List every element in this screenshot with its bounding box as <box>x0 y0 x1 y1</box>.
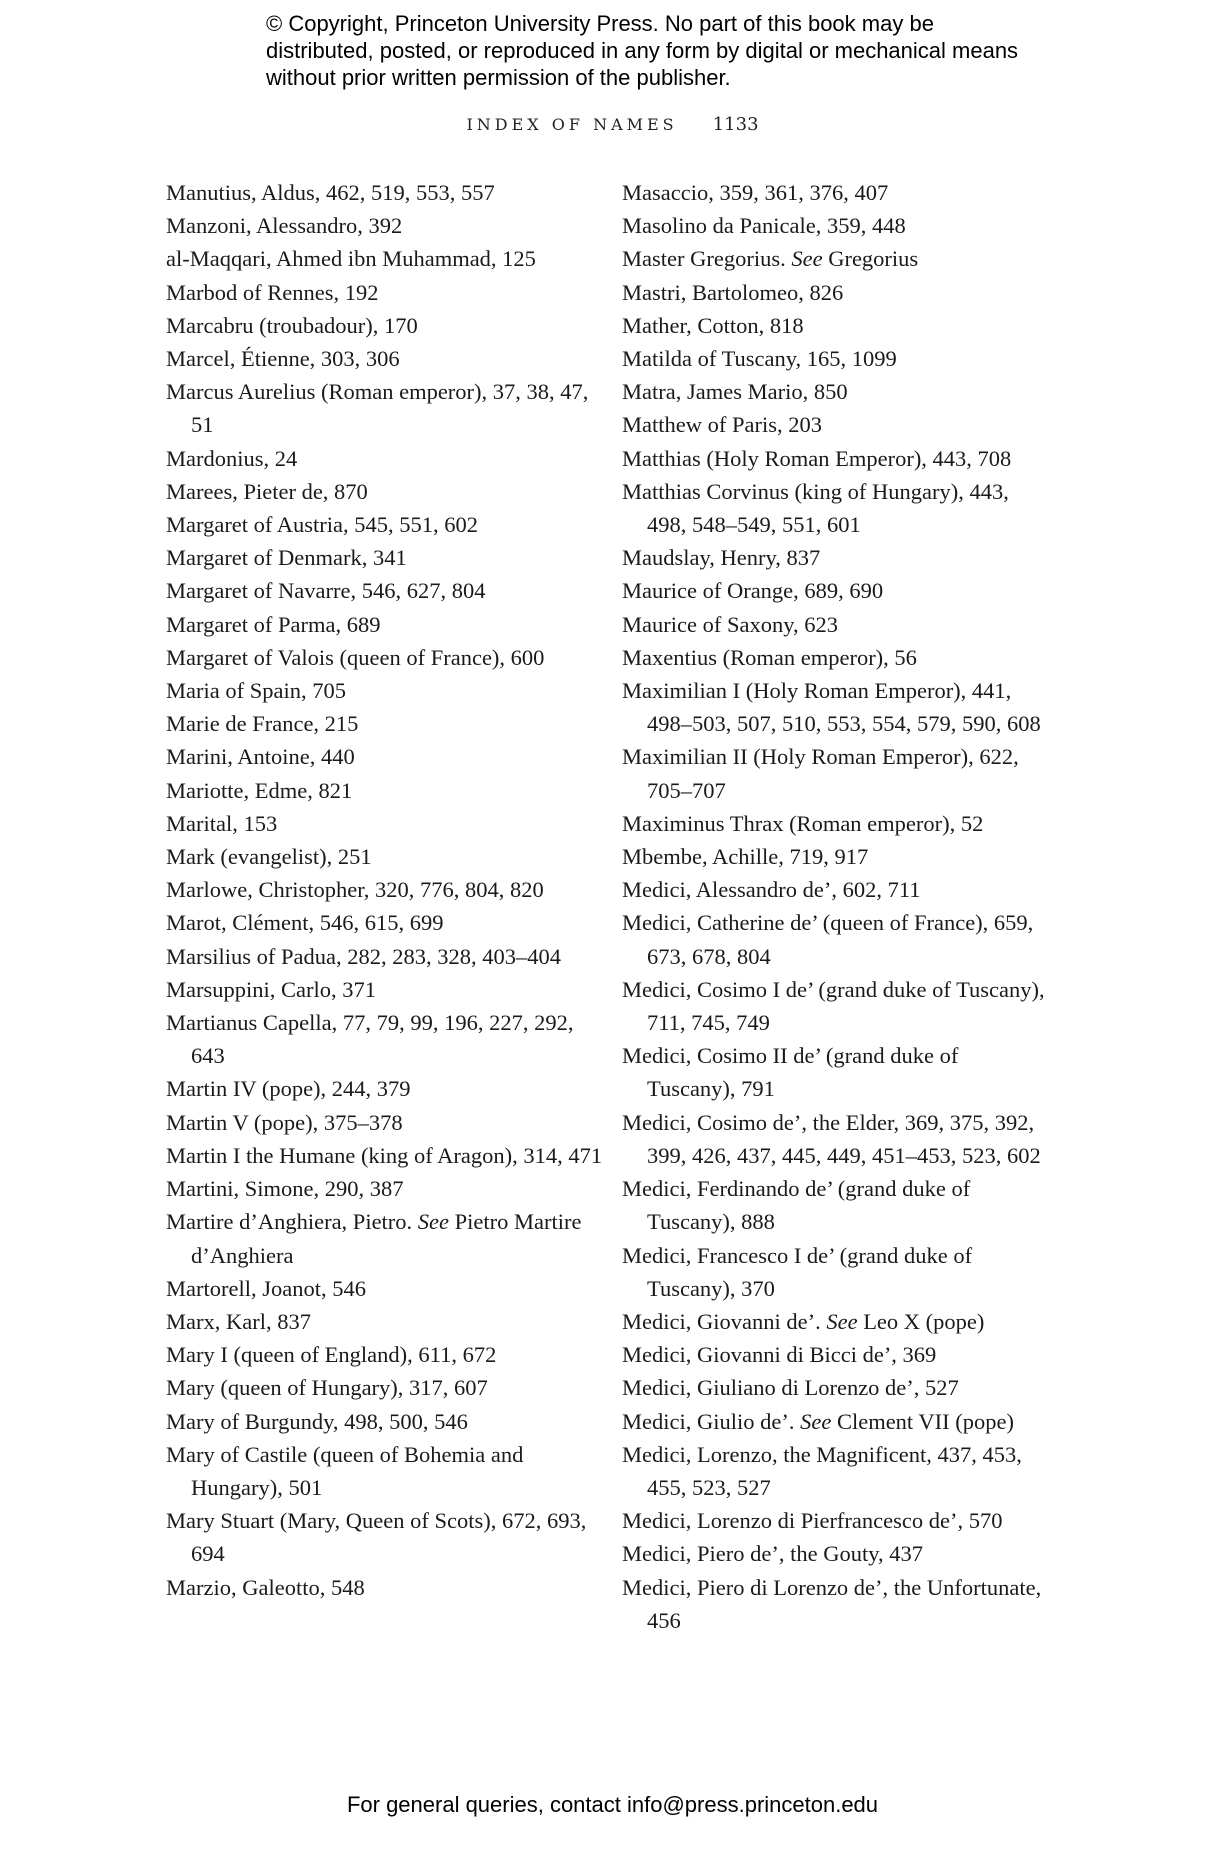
index-entry: Maudslay, Henry, 837 <box>622 545 821 571</box>
index-entry: Matthew of Paris, 203 <box>622 412 822 438</box>
index-entry: Martin I the Humane (king of Aragon), 314, 471 <box>166 1142 603 1168</box>
index-entry: Masolino da Panicale, 359, 448 <box>622 213 906 239</box>
index-entry: Martianus Capella, 77, 79, 99, 196, 227, 292, 643 <box>166 1010 574 1069</box>
index-entry: Martire d’Anghiera, Pietro. See Pietro Martire d’Anghiera <box>166 1209 582 1268</box>
index-entry: Margaret of Austria, 545, 551, 602 <box>166 512 479 538</box>
index-entry: Medici, Cosimo de’, the Elder, 369, 375, 392, 399, 426, 437, 445, 449, 451–453, 523, 602 <box>622 1109 1041 1168</box>
index-entry: Mary of Burgundy, 498, 500, 546 <box>166 1408 468 1434</box>
index-entry: Martorell, Joanot, 546 <box>166 1275 366 1301</box>
index-entry: Martin IV (pope), 244, 379 <box>166 1076 411 1102</box>
index-entry: Medici, Giuliano di Lorenzo de’, 527 <box>622 1375 959 1401</box>
index-entry: Mastri, Bartolomeo, 826 <box>622 279 844 305</box>
index-entry: Marot, Clément, 546, 615, 699 <box>166 910 444 936</box>
index-entry: Medici, Piero di Lorenzo de’, the Unfortunate, 456 <box>622 1574 1042 1633</box>
index-entry: Margaret of Parma, 689 <box>166 611 381 637</box>
running-header <box>0 114 1225 135</box>
index-entry: Mary Stuart (Mary, Queen of Scots), 672, 693, 694 <box>166 1508 587 1567</box>
index-entry: Marcel, Étienne, 303, 306 <box>166 346 400 372</box>
index-entry: Medici, Piero de’, the Gouty, 437 <box>622 1541 923 1567</box>
index-entry: Medici, Giulio de’. See Clement VII (pope) <box>622 1408 1014 1434</box>
index-entry: Maximilian II (Holy Roman Emperor), 622, 705–707 <box>622 744 1019 803</box>
index-entry: Martin V (pope), 375–378 <box>166 1109 403 1135</box>
index-entry: Mather, Cotton, 818 <box>622 312 804 338</box>
index-entry: Mardonius, 24 <box>166 445 298 471</box>
contact-footer: For general queries, contact info@press.princeton.edu <box>346 1792 879 1817</box>
index-entry: Medici, Ferdinando de’ (grand duke of Tuscany), 888 <box>622 1176 971 1235</box>
index-entry: Matthias Corvinus (king of Hungary), 443, 498, 548–549, 551, 601 <box>622 478 1009 538</box>
index-entry: Medici, Catherine de’ (queen of France), 659, 673, 678, 804 <box>622 910 1034 969</box>
index-column-right <box>622 176 1052 1637</box>
index-entry: Margaret of Navarre, 546, 627, 804 <box>166 578 486 604</box>
index-entry: Maxentius (Roman emperor), 56 <box>622 644 917 670</box>
index-entry: Mary I (queen of England), 611, 672 <box>166 1342 497 1368</box>
index-entry: Marcabru (troubadour), 170 <box>166 312 418 338</box>
index-entry: Marsuppini, Carlo, 371 <box>166 976 376 1002</box>
index-entry: Maurice of Orange, 689, 690 <box>622 578 884 604</box>
index-entry: Marini, Antoine, 440 <box>166 744 355 770</box>
index-entry: Matra, James Mario, 850 <box>622 379 848 405</box>
index-entry: Marsilius of Padua, 282, 283, 328, 403–404 <box>166 943 561 969</box>
index-entry: Manzoni, Alessandro, 392 <box>166 213 403 239</box>
index-entry: Maximinus Thrax (Roman emperor), 52 <box>622 810 984 836</box>
index-entry: Margaret of Denmark, 341 <box>166 545 407 571</box>
index-entry: Mariotte, Edme, 821 <box>166 777 353 803</box>
index-entry: Medici, Giovanni de’. See Leo X (pope) <box>622 1308 985 1334</box>
running-title: INDEX OF NAMES <box>466 115 678 134</box>
index-entry: Medici, Cosimo II de’ (grand duke of Tuscany), 791 <box>622 1043 959 1102</box>
index-entry: Marital, 153 <box>166 810 278 836</box>
index-entry: Manutius, Aldus, 462, 519, 553, 557 <box>166 180 495 205</box>
index-entry: Master Gregorius. See Gregorius <box>622 246 919 272</box>
index-entry: Matilda of Tuscany, 165, 1099 <box>622 346 897 372</box>
index-entry: Maria of Spain, 705 <box>166 678 346 704</box>
index-entry: Marbod of Rennes, 192 <box>166 279 379 305</box>
index-entry: Medici, Giovanni di Bicci de’, 369 <box>622 1342 937 1368</box>
index-entry: Margaret of Valois (queen of France), 600 <box>166 644 545 670</box>
index-entry: Martini, Simone, 290, 387 <box>166 1176 404 1202</box>
index-entry: al-Maqqari, Ahmed ibn Muhammad, 125 <box>166 246 536 272</box>
index-entry: Mary of Castile (queen of Bohemia and Hungary), 501 <box>166 1441 524 1500</box>
index-entry: Medici, Alessandro de’, 602, 711 <box>622 877 921 903</box>
index-entry: Marlowe, Christopher, 320, 776, 804, 820 <box>166 877 544 903</box>
index-entry: Mark (evangelist), 251 <box>166 844 372 870</box>
index-entry: Medici, Lorenzo, the Magnificent, 437, 453, 455, 523, 527 <box>622 1441 1022 1500</box>
index-entry: Medici, Lorenzo di Pierfrancesco de’, 570 <box>622 1508 1003 1534</box>
index-entry: Masaccio, 359, 361, 376, 407 <box>622 180 889 205</box>
index-entry: Marie de France, 215 <box>166 711 359 737</box>
page-number: 1133 <box>712 114 759 135</box>
index-entry: Medici, Francesco I de’ (grand duke of Tuscany), 370 <box>622 1242 973 1301</box>
index-entry: Matthias (Holy Roman Emperor), 443, 708 <box>622 445 1012 471</box>
index-entry: Maurice of Saxony, 623 <box>622 611 838 637</box>
index-entry: Mbembe, Achille, 719, 917 <box>622 844 869 870</box>
index-column-left <box>166 176 606 1604</box>
index-entry: Marees, Pieter de, 870 <box>166 478 368 504</box>
index-entry: Marzio, Galeotto, 548 <box>166 1574 365 1600</box>
index-entry: Maximilian I (Holy Roman Emperor), 441, 498–503, 507, 510, 553, 554, 579, 590, 608 <box>622 678 1041 737</box>
index-entry: Mary (queen of Hungary), 317, 607 <box>166 1375 488 1401</box>
index-entry: Medici, Cosimo I de’ (grand duke of Tuscany), 711, 745, 749 <box>622 976 1045 1036</box>
index-entry: Marx, Karl, 837 <box>166 1308 311 1334</box>
index-entry: Marcus Aurelius (Roman emperor), 37, 38, 47, 51 <box>166 379 589 438</box>
copyright-notice: © Copyright, Princeton University Press. No part of this book may be distributed, posted, or reproduced in any form by digital or mechanical means without prior written permission of the publisher. <box>266 11 1019 90</box>
